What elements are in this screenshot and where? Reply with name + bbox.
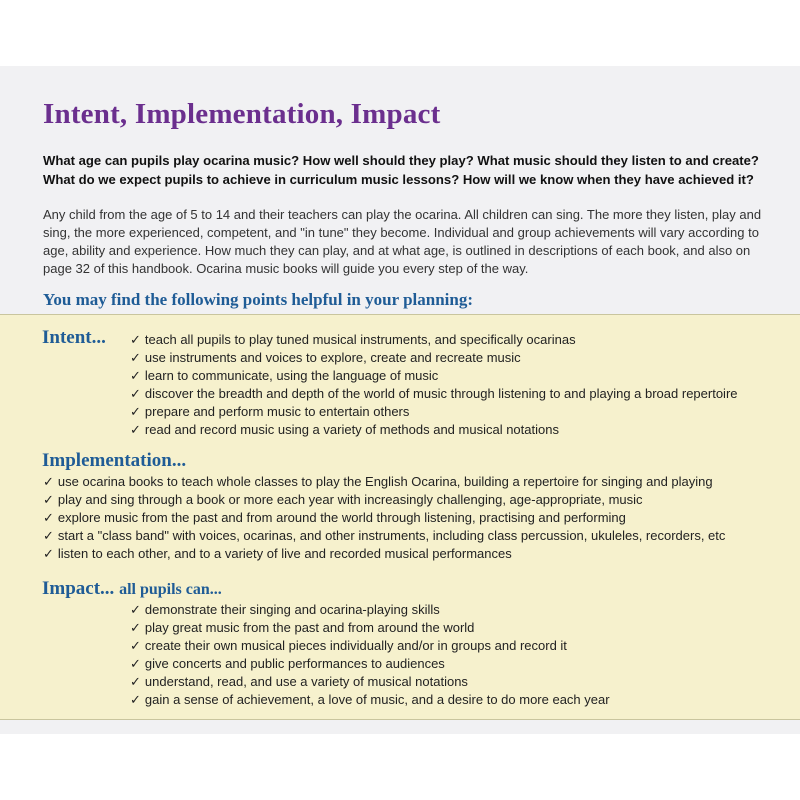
page-title: Intent, Implementation, Impact [43,98,441,130]
question-line: What age can pupils play ocarina music? How well should they play? What music should they listen to and create? [43,153,759,168]
intent-list [130,331,738,439]
check-icon: ✓ [130,656,141,671]
check-icon: ✓ [130,674,141,689]
question-line: What do we expect pupils to achieve in curriculum music lessons? How will we know when they have achieved it? [43,172,754,187]
intro-paragraph: Any child from the age of 5 to 14 and their teachers can play the ocarina. All children can sing. The more they listen, play and sing, the more experienced, competent, and "in tune" they become. Individual and group achievements will vary according to age, ability and experience. How much they can play, and at what age, is outlined in descriptions of each book, and also on page 32 of this handbook. Ocarina music books will guide you every step of the way. [43,207,762,276]
impact-list [130,601,610,709]
item-text: use ocarina books to teach whole classes to play the English Ocarina, building a repertoire for singing and playing [57,474,713,489]
list-item [130,691,610,709]
item-text: teach all pupils to play tuned musical instruments, and specifically ocarinas [144,332,576,347]
list-item [130,421,738,439]
intent-heading: Intent... [42,327,106,348]
item-text: listen to each other, and to a variety of live and recorded musical performances [57,546,512,561]
item-text: demonstrate their singing and ocarina-playing skills [144,602,440,617]
list-item [43,491,725,509]
check-icon: ✓ [130,404,141,419]
item-text: create their own musical pieces individually and/or in groups and record it [144,638,567,653]
impact-title: Impact... [42,578,115,599]
check-icon: ✓ [43,546,54,561]
check-icon: ✓ [43,528,54,543]
list-item [130,673,610,691]
check-icon: ✓ [130,350,141,365]
list-item [130,349,738,367]
check-icon: ✓ [130,422,141,437]
list-item [130,655,610,673]
impact-subheading: all pupils can... [119,581,222,598]
item-text: explore music from the past and from around the world through listening, practising and performing [57,510,626,525]
planning-heading: You may find the following points helpful in your planning: [43,290,473,309]
item-text: give concerts and public performances to audiences [144,656,445,671]
list-item [43,473,725,491]
list-item [43,527,725,545]
item-text: understand, read, and use a variety of musical notations [144,674,468,689]
list-item [130,385,738,403]
list-item [130,601,610,619]
check-icon: ✓ [43,474,54,489]
check-icon: ✓ [130,332,141,347]
implementation-heading: Implementation... [42,450,187,471]
implementation-list [43,473,725,563]
list-item [43,545,725,563]
item-text: read and record music using a variety of methods and musical notations [144,422,559,437]
item-text: play and sing through a book or more each year with increasingly challenging, age-appropriate, music [57,492,643,507]
item-text: use instruments and voices to explore, create and recreate music [144,350,521,365]
check-icon: ✓ [130,620,141,635]
impact-heading [42,578,222,600]
guiding-questions [43,151,783,189]
check-icon: ✓ [130,368,141,383]
list-item [130,367,738,385]
item-text: prepare and perform music to entertain others [144,404,410,419]
item-text: learn to communicate, using the language of music [144,368,439,383]
check-icon: ✓ [130,638,141,653]
item-text: start a "class band" with voices, ocarinas, and other instruments, including class percussion, ukuleles, recorders, etc [57,528,726,543]
item-text: gain a sense of achievement, a love of music, and a desire to do more each year [144,692,610,707]
item-text: play great music from the past and from around the world [144,620,475,635]
list-item [43,509,725,527]
check-icon: ✓ [43,492,54,507]
check-icon: ✓ [130,692,141,707]
list-item [130,331,738,349]
item-text: discover the breadth and depth of the world of music through listening to and playing a broad repertoire [144,386,738,401]
list-item [130,619,610,637]
list-item [130,403,738,421]
list-item [130,637,610,655]
check-icon: ✓ [43,510,54,525]
check-icon: ✓ [130,386,141,401]
check-icon: ✓ [130,602,141,617]
